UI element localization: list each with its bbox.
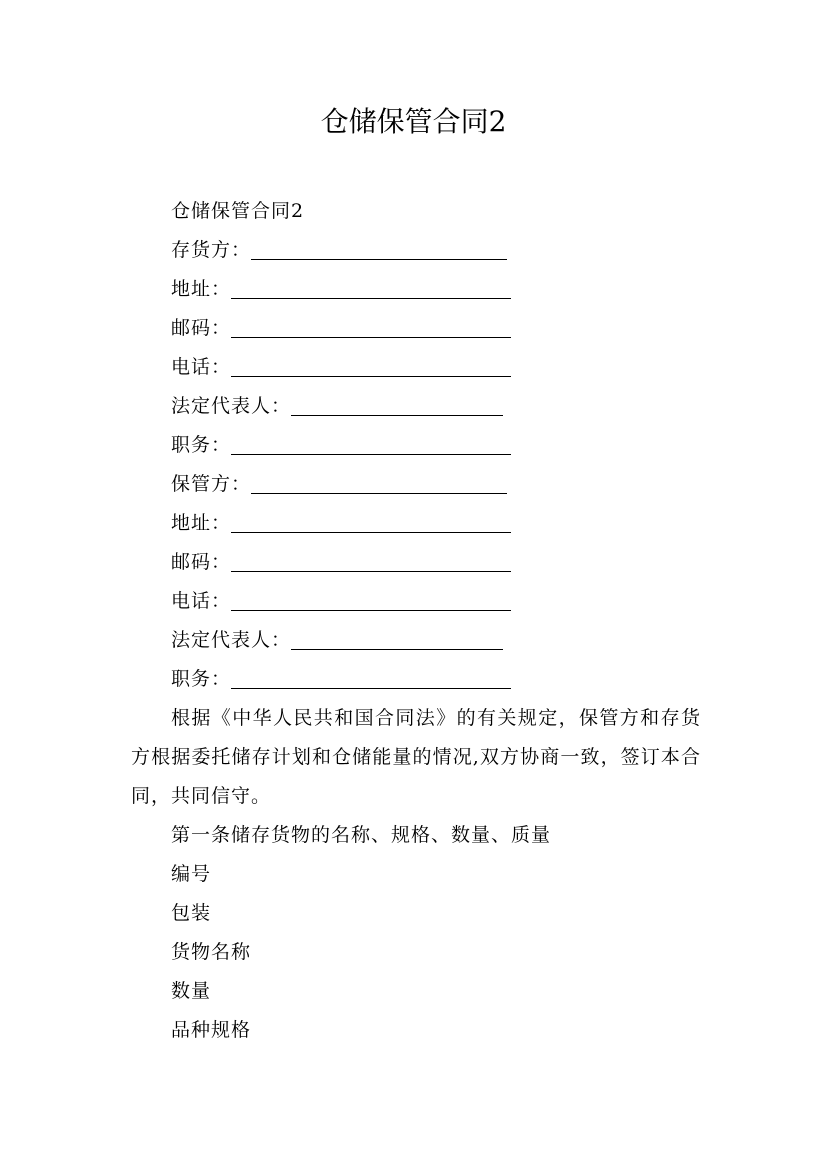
article1-item-packaging: 包装 — [171, 902, 212, 924]
custodian-address-label: 地址： — [171, 512, 232, 534]
custodian-postcode-line — [131, 543, 701, 582]
depositor-address-blank — [231, 274, 511, 299]
depositor-line — [131, 231, 701, 270]
article1-heading-line — [131, 816, 701, 855]
list-item — [131, 933, 701, 972]
depositor-legal-rep-line — [131, 387, 701, 426]
custodian-phone-label: 电话： — [171, 590, 232, 612]
custodian-legal-rep-blank — [291, 625, 503, 650]
subtitle-line — [131, 192, 701, 231]
depositor-address-label: 地址： — [171, 278, 232, 300]
depositor-phone-line — [131, 348, 701, 387]
custodian-legal-rep-line — [131, 621, 701, 660]
depositor-position-line — [131, 426, 701, 465]
article1-item-goods-name: 货物名称 — [171, 941, 252, 963]
custodian-phone-line — [131, 582, 701, 621]
custodian-position-line — [131, 660, 701, 699]
preamble-paragraph: 根据《中华人民共和国合同法》的有关规定，保管方和存货方根据委托储存计划和仓储能量的情况,双方协商一致，签订本合同，共同信守。 — [131, 707, 701, 807]
custodian-blank — [251, 469, 507, 494]
custodian-phone-blank — [231, 586, 511, 611]
custodian-label: 保管方： — [171, 473, 252, 495]
depositor-postcode-blank — [231, 313, 511, 338]
depositor-legal-rep-label: 法定代表人： — [171, 395, 292, 417]
document-body — [131, 192, 701, 1050]
depositor-address-line — [131, 270, 701, 309]
depositor-postcode-label: 邮码： — [171, 317, 232, 339]
list-item — [131, 855, 701, 894]
custodian-legal-rep-label: 法定代表人： — [171, 629, 292, 651]
article1-item-specification: 品种规格 — [171, 1019, 252, 1041]
custodian-position-blank — [231, 664, 511, 689]
custodian-postcode-blank — [231, 547, 511, 572]
depositor-postcode-line — [131, 309, 701, 348]
custodian-address-line — [131, 504, 701, 543]
depositor-label: 存货方： — [171, 239, 252, 261]
custodian-line — [131, 465, 701, 504]
depositor-legal-rep-blank — [291, 391, 503, 416]
list-item — [131, 1011, 701, 1050]
depositor-phone-blank — [231, 352, 511, 377]
subtitle: 仓储保管合同2 — [171, 200, 305, 222]
depositor-position-blank — [231, 430, 511, 455]
custodian-address-blank — [231, 508, 511, 533]
list-item — [131, 972, 701, 1011]
depositor-blank — [251, 235, 507, 260]
custodian-postcode-label: 邮码： — [171, 551, 232, 573]
article1-item-number: 编号 — [171, 863, 212, 885]
custodian-position-label: 职务： — [171, 668, 232, 690]
depositor-position-label: 职务： — [171, 434, 232, 456]
document-title: 仓储保管合同2 — [320, 105, 507, 138]
article1-item-quantity: 数量 — [171, 980, 212, 1002]
list-item — [131, 894, 701, 933]
article1-heading: 第一条储存货物的名称、规格、数量、质量 — [171, 824, 552, 846]
depositor-phone-label: 电话： — [171, 356, 232, 378]
